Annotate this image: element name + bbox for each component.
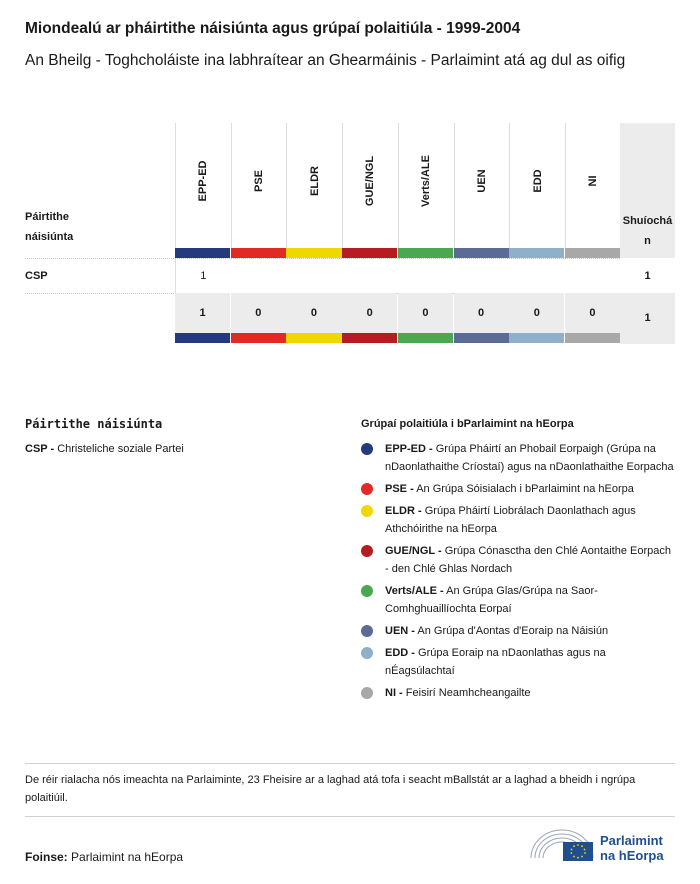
- group-legend-item: [361, 644, 675, 680]
- source-label: Foinse:: [25, 850, 68, 864]
- group-color-bar: [175, 248, 230, 258]
- group-color-dot-icon: [361, 585, 373, 597]
- group-color-dot-icon: [361, 483, 373, 495]
- group-legend-name: Grúpa Pháirtí an Phobail Eorpaigh (Grúpa na nDaonlathaithe Críostaí) agus na nDaonlathaithe Eorpacha: [385, 443, 674, 473]
- group-legend-name: An Grúpa d'Aontas d'Eoraip na Náisiún: [417, 625, 609, 637]
- group-header-verts-ale: [398, 123, 454, 248]
- rules-note: De réir rialacha nós imeachta na Parlaiminte, 23 Fheisire ar a laghad atá tofa i seacht mBallstát ar a laghad a bheidh i ngrúpa polaitiúil.: [25, 774, 636, 804]
- group-total-eldr: 0: [286, 293, 341, 333]
- seats-header: Shuíochán: [622, 215, 673, 247]
- national-legend-code: CSP -: [25, 443, 55, 455]
- national-legend-title: Páirtithe náisiúnta: [25, 417, 163, 431]
- source-line: [25, 850, 183, 864]
- group-legend-item: [361, 440, 675, 476]
- group-color-dot-icon: [361, 443, 373, 455]
- group-color-bar: [342, 333, 397, 343]
- group-header-label: PSE: [253, 169, 266, 193]
- group-header-gue-ngl: [342, 123, 398, 248]
- group-legend-item: [361, 502, 675, 538]
- group-color-dot-icon: [361, 647, 373, 659]
- cell-csp-verts-ale: [398, 258, 454, 293]
- group-color-bar: [509, 333, 564, 343]
- group-color-bar: [454, 248, 509, 258]
- group-total-ni: 0: [565, 293, 620, 333]
- group-total-uen: 0: [454, 293, 509, 333]
- group-header-label: UEN: [475, 169, 488, 193]
- group-header-label: EDD: [531, 169, 544, 193]
- group-header-label: EPP-ED: [197, 160, 210, 202]
- cell-csp-uen: [454, 258, 510, 293]
- group-legend-name: Feisirí Neamhcheangailte: [405, 687, 531, 699]
- cell-csp-pse: [231, 258, 287, 293]
- group-color-bar: [398, 333, 453, 343]
- group-header-edd: [509, 123, 565, 248]
- groups-legend: [361, 418, 675, 706]
- group-legend-name: Grúpa Cónasctha den Chlé Aontaithe Eorpach - den Chlé Ghlas Nordach: [385, 545, 671, 575]
- group-legend-code: Verts/ALE -: [385, 585, 444, 597]
- group-legend-name: Grúpa Pháirtí Liobrálach Daonlathach agus Athchóirithe na hEorpa: [385, 505, 636, 535]
- national-legend-name: Christeliche soziale Partei: [57, 443, 184, 455]
- group-legend-code: UEN -: [385, 625, 415, 637]
- group-color-dot-icon: [361, 687, 373, 699]
- group-color-bar: [175, 333, 230, 343]
- group-header-label: ELDR: [308, 166, 321, 196]
- group-header-pse: [231, 123, 287, 248]
- page-title: Miondealú ar pháirtithe náisiúnta agus grúpaí polaitiúla - 1999-2004: [25, 20, 521, 37]
- results-table: [25, 123, 675, 344]
- seats-column: [620, 123, 675, 344]
- group-header-label: GUE/NGL: [364, 155, 377, 207]
- group-header-epp-ed: [175, 123, 231, 248]
- group-header-label: Verts/ALE: [420, 155, 433, 207]
- cell-csp-eldr: [286, 258, 342, 293]
- hemicycle-icon: [529, 826, 595, 862]
- european-parliament-logo: [529, 826, 679, 866]
- group-header-label: NI: [587, 175, 600, 187]
- national-parties-header: Páirtithe náisiúnta: [25, 211, 74, 243]
- group-header-eldr: [286, 123, 342, 248]
- cell-csp-gue-ngl: [342, 258, 398, 293]
- group-legend-code: GUE/NGL -: [385, 545, 442, 557]
- divider: [25, 816, 675, 817]
- group-legend-code: NI -: [385, 687, 403, 699]
- page-subtitle: An Bheilg - Toghcholáiste ina labhraítear an Ghearmáinis - Parlaimint atá ag dul as oifig: [25, 52, 626, 69]
- group-legend-item: [361, 480, 675, 498]
- group-legend-code: EDD -: [385, 647, 415, 659]
- national-legend-item: [25, 443, 325, 455]
- group-color-bar: [231, 333, 286, 343]
- cell-csp-ni: [565, 258, 621, 293]
- group-header-ni: [565, 123, 621, 248]
- group-legend-code: EPP-ED -: [385, 443, 433, 455]
- group-color-bar: [398, 248, 453, 258]
- group-color-bar: [454, 333, 509, 343]
- group-color-bar: [231, 248, 286, 258]
- group-color-bar: [286, 333, 341, 343]
- cell-csp-epp-ed: 1: [175, 258, 231, 293]
- seats-value-csp: 1: [620, 258, 675, 293]
- group-color-dot-icon: [361, 505, 373, 517]
- source-value: Parlaimint na hEorpa: [71, 850, 184, 864]
- group-total-pse: 0: [231, 293, 286, 333]
- group-legend-name: An Grúpa Glas/Grúpa na Saor-Comhghuaillíochta Eorpaí: [385, 585, 598, 615]
- group-legend-item: [361, 542, 675, 578]
- group-color-bar: [565, 333, 620, 343]
- group-total-epp-ed: 1: [175, 293, 230, 333]
- national-parties-legend: [25, 417, 325, 455]
- group-header-uen: [454, 123, 510, 248]
- groups-legend-title: Grúpaí polaitiúla i bParlaimint na hEorpa: [361, 418, 574, 430]
- group-total-verts-ale: 0: [398, 293, 453, 333]
- group-total-gue-ngl: 0: [342, 293, 397, 333]
- group-legend-item: [361, 622, 675, 640]
- group-legend-item: [361, 582, 675, 618]
- logo-text: Parlaimint na hEorpa: [600, 833, 664, 863]
- group-color-bar: [509, 248, 564, 258]
- group-color-bar: [565, 248, 620, 258]
- group-color-bar: [342, 248, 397, 258]
- group-legend-name: An Grúpa Sóisialach i bParlaimint na hEorpa: [416, 483, 634, 495]
- group-color-dot-icon: [361, 625, 373, 637]
- group-legend-item: [361, 684, 675, 702]
- row-label-csp: CSP: [25, 269, 48, 282]
- group-total-edd: 0: [509, 293, 564, 333]
- divider: [25, 763, 675, 764]
- cell-csp-edd: [509, 258, 565, 293]
- group-color-dot-icon: [361, 545, 373, 557]
- group-color-bar: [286, 248, 341, 258]
- seats-total: 1: [644, 312, 651, 324]
- group-legend-code: ELDR -: [385, 505, 422, 517]
- group-legend-name: Grúpa Eoraip na nDaonlathas agus na nÉagsúlachtaí: [385, 647, 606, 677]
- group-legend-code: PSE -: [385, 483, 414, 495]
